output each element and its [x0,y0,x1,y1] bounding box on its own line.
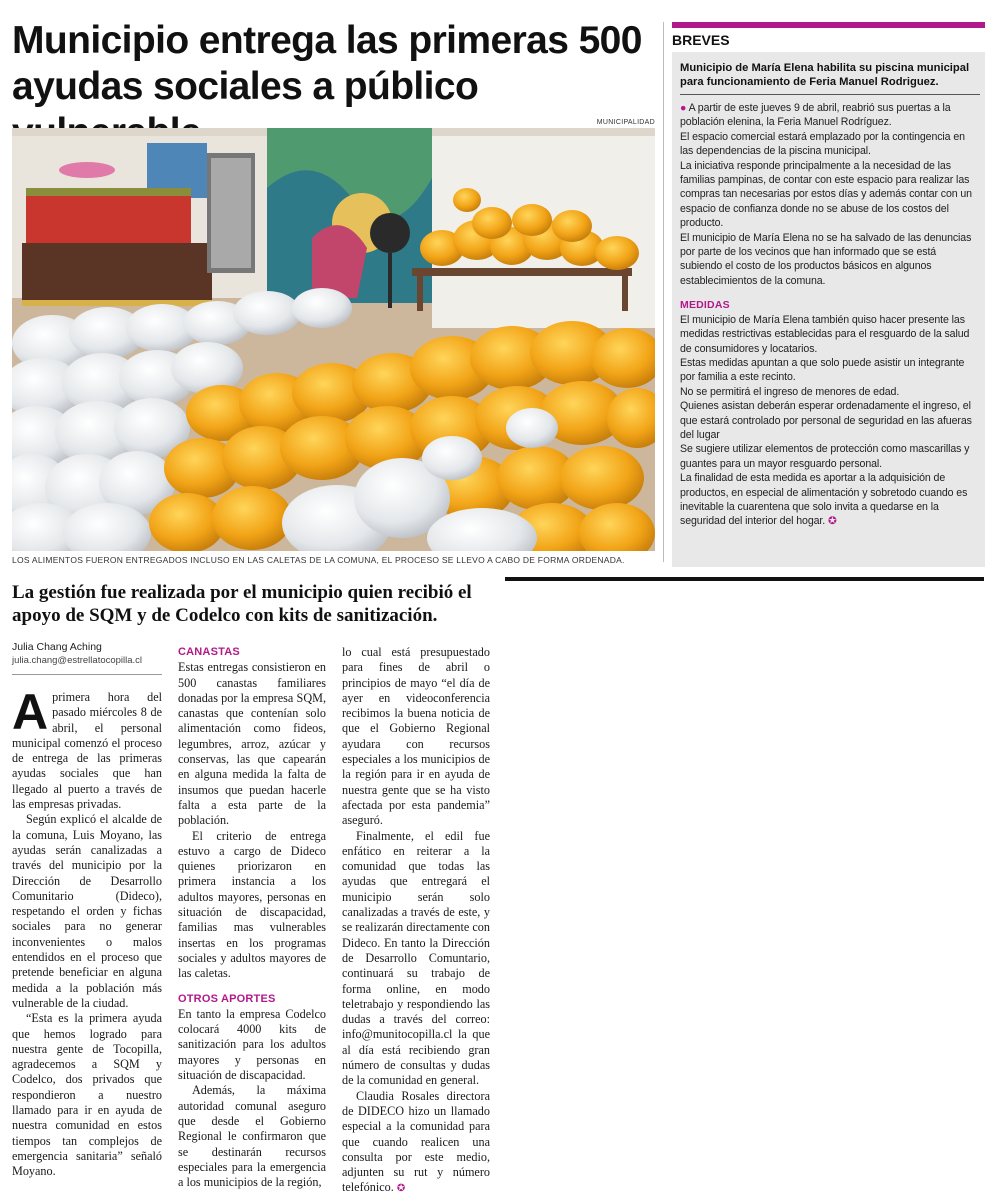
paragraph: Además, la máxima autoridad comunal aseguro que desde el Gobierno Regional le confirmaron que se destinarán recursos especiales para la emergencia a los municipios de la región, [178,1083,326,1190]
end-mark-icon: ✪ [827,515,837,528]
paragraph: En tanto la empresa Codelco colocará 4000 kits de sanitización para los adultos mayores y personas en situación de discapacidad. [178,1006,326,1083]
paragraph: La iniciativa responde principalmente a la necesidad de las familias pampinas, de contar con este espacio para realizar las compras tan necesarias por estos días y además contar con un espacio de confianza donde no se abuse de los costos del producto. [680,159,972,230]
paragraph: El municipio de María Elena también quiso hacer presente las medidas restrictivas establecidas para el resguardo de la salud de consumidores y locatarios. [680,313,970,355]
paragraph: Aprimera hora del pasado miércoles 8 de abril, el personal municipal comenzó el proceso de entrega de las primeras ayudas sociales que han llegado al puerto a través de las empresas privadas. [12,684,162,812]
paragraph: Se sugiere utilizar elementos de protección como mascarillas y guantes para un mayor resguardo personal. [680,443,970,470]
photo-caption: LOS ALIMENTOS FUERON ENTREGADOS INCLUSO EN LAS CALETAS DE LA COMUNA, EL PROCESO SE LLEVO A CABO DE FORMA ORDENADA. [12,555,625,565]
paragraph: Claudia Rosales directora de DIDECO hizo un llamado especial a la comunidad para que cuando realicen una consulta por este medio, adjunten su rut y número telefónico. ✪ [342,1088,490,1195]
author-name: Julia Chang Aching [12,641,102,653]
paragraph: Estas medidas apuntan a que solo puede asistir un integrante por familia a este recinto. [680,356,965,384]
paragraph: lo cual está presupuestado para fines de abril o principios de mayo “el día de ayer en videoconferencia recibimos la buena noticia de que el Gobierno Regional ayudara con recursos especiales a los municipios de la región para ir en ayuda de nuestra gente que se ha visto afectada por esta pandemia” aseguró. [342,645,490,828]
section-divider [505,577,984,581]
breves-title: Municipio de María Elena habilita su piscina municipal para funcionamiento de Feria Manuel Rodriguez. [680,62,970,88]
section-label-otros-aportes: OTROS APORTES [178,992,276,1005]
paragraph: La finalidad de esta medida es aportar a la adquisición de productos, en especial de alimentación y sobretodo cuando es inevitable la cuarentena que solo invita a quedarse en la seguridad del interior del hogar. ✪ [680,472,968,528]
paragraph: Estas entregas consistieron en 500 canastas familiares donadas por la empresa SQM, canastas que contenían solo alimentación como fideos, legumbres, arroz, azúcar y conservas, las que capearán en alguna medida la falta de insumos que puedan hacerle falta a esta parte de la población. [178,660,326,828]
headline: Municipio entrega las primeras 500 ayudas sociales a público [12,19,642,108]
end-mark-icon: ✪ [396,1183,406,1195]
author-email[interactable]: julia.chang@estrellatocopilla.cl [12,655,143,666]
article-column-2 [178,645,326,1190]
paragraph: El criterio de entrega estuvo a cargo de Dideco quienes priorizaron en primera instancia a los adultos mayores, personas en situación de discapacidad, familias mas vulnerables insertas en los programas sociales y adultos mayores de las caletas. [178,828,326,981]
paragraph: No se permitirá el ingreso de menores de edad. [680,385,900,398]
paragraph: Según explicó el alcalde de la comuna, Luis Moyano, las ayudas serán canalizadas a través del municipio por la Dirección de Desarrollo Comunitario (Dideco), respetando el orden y fichas sociales para no generar inconvenientes o malos entendidos en el proceso que pretende beneficiar en alguna medida a la población más vulnerable de la ciudad. [12,812,162,1010]
paragraph: El espacio comercial estará emplazado por la contingencia en las dependencias de la piscina municipal. [680,130,965,158]
breves-body [680,101,980,529]
paragraph: ● A partir de este jueves 9 de abril, reabrió sus puertas a la población elenina, la Feria Manuel Rodríguez. [680,102,951,129]
byline [12,641,172,667]
article-column-1 [12,684,162,1180]
section-label-medidas: MEDIDAS [680,299,730,312]
photo-credit: MUNICIPALIDAD [596,119,655,126]
breves-heading: BREVES [672,28,985,52]
breves-divider [680,94,980,95]
article-column-3 [342,645,490,1197]
drop-cap: A [12,684,49,740]
section-label-canastas: CANASTAS [178,646,240,658]
byline-divider [12,674,162,675]
paragraph: “Esta es la primera ayuda que hemos logrado para nuestra gente de Tocopilla, agradecemos a SQM y Codelco, dos privados que respondieron a nuestro llamado para ir en ayuda de nuestra comunidad en estos tiempos tan complejos de emergencia sanitaria” señaló Moyano. [12,1011,162,1179]
subheadline: La gestión fue realizada por el municipio quien recibió el apoyo de SQM y de Codelco con kits de sanitización. [12,582,472,626]
bullet-icon: ● [680,102,687,114]
paragraph: El municipio de María Elena no se ha salvado de las denuncias por parte de los vecinos que han informado que se está subiendo el costo de los productos básicos en algunos establecimientos de la comuna. [680,231,972,287]
news-photo [12,128,655,551]
column-separator [663,22,664,562]
paragraph: Quienes asistan deberán esperar ordenadamente el ingreso, el que estará controlado por personal de seguridad en las afueras del lugar [680,400,972,441]
paragraph: Finalmente, el edil fue enfático en reiterar a la comunidad que todas las ayudas que entregará el municipio serán solo canalizadas a través de este, y se realizarán directamente con Dideco. En tanto la Dirección de Desarrollo Comuntario, continuará su trabajo de forma online, en modo teletrabajo y respondiendo las dudas a través del correo: info@munitocopilla.cl la que al día está recibiendo gran número de consultas y dudas de la comunidad en general. [342,828,490,1088]
